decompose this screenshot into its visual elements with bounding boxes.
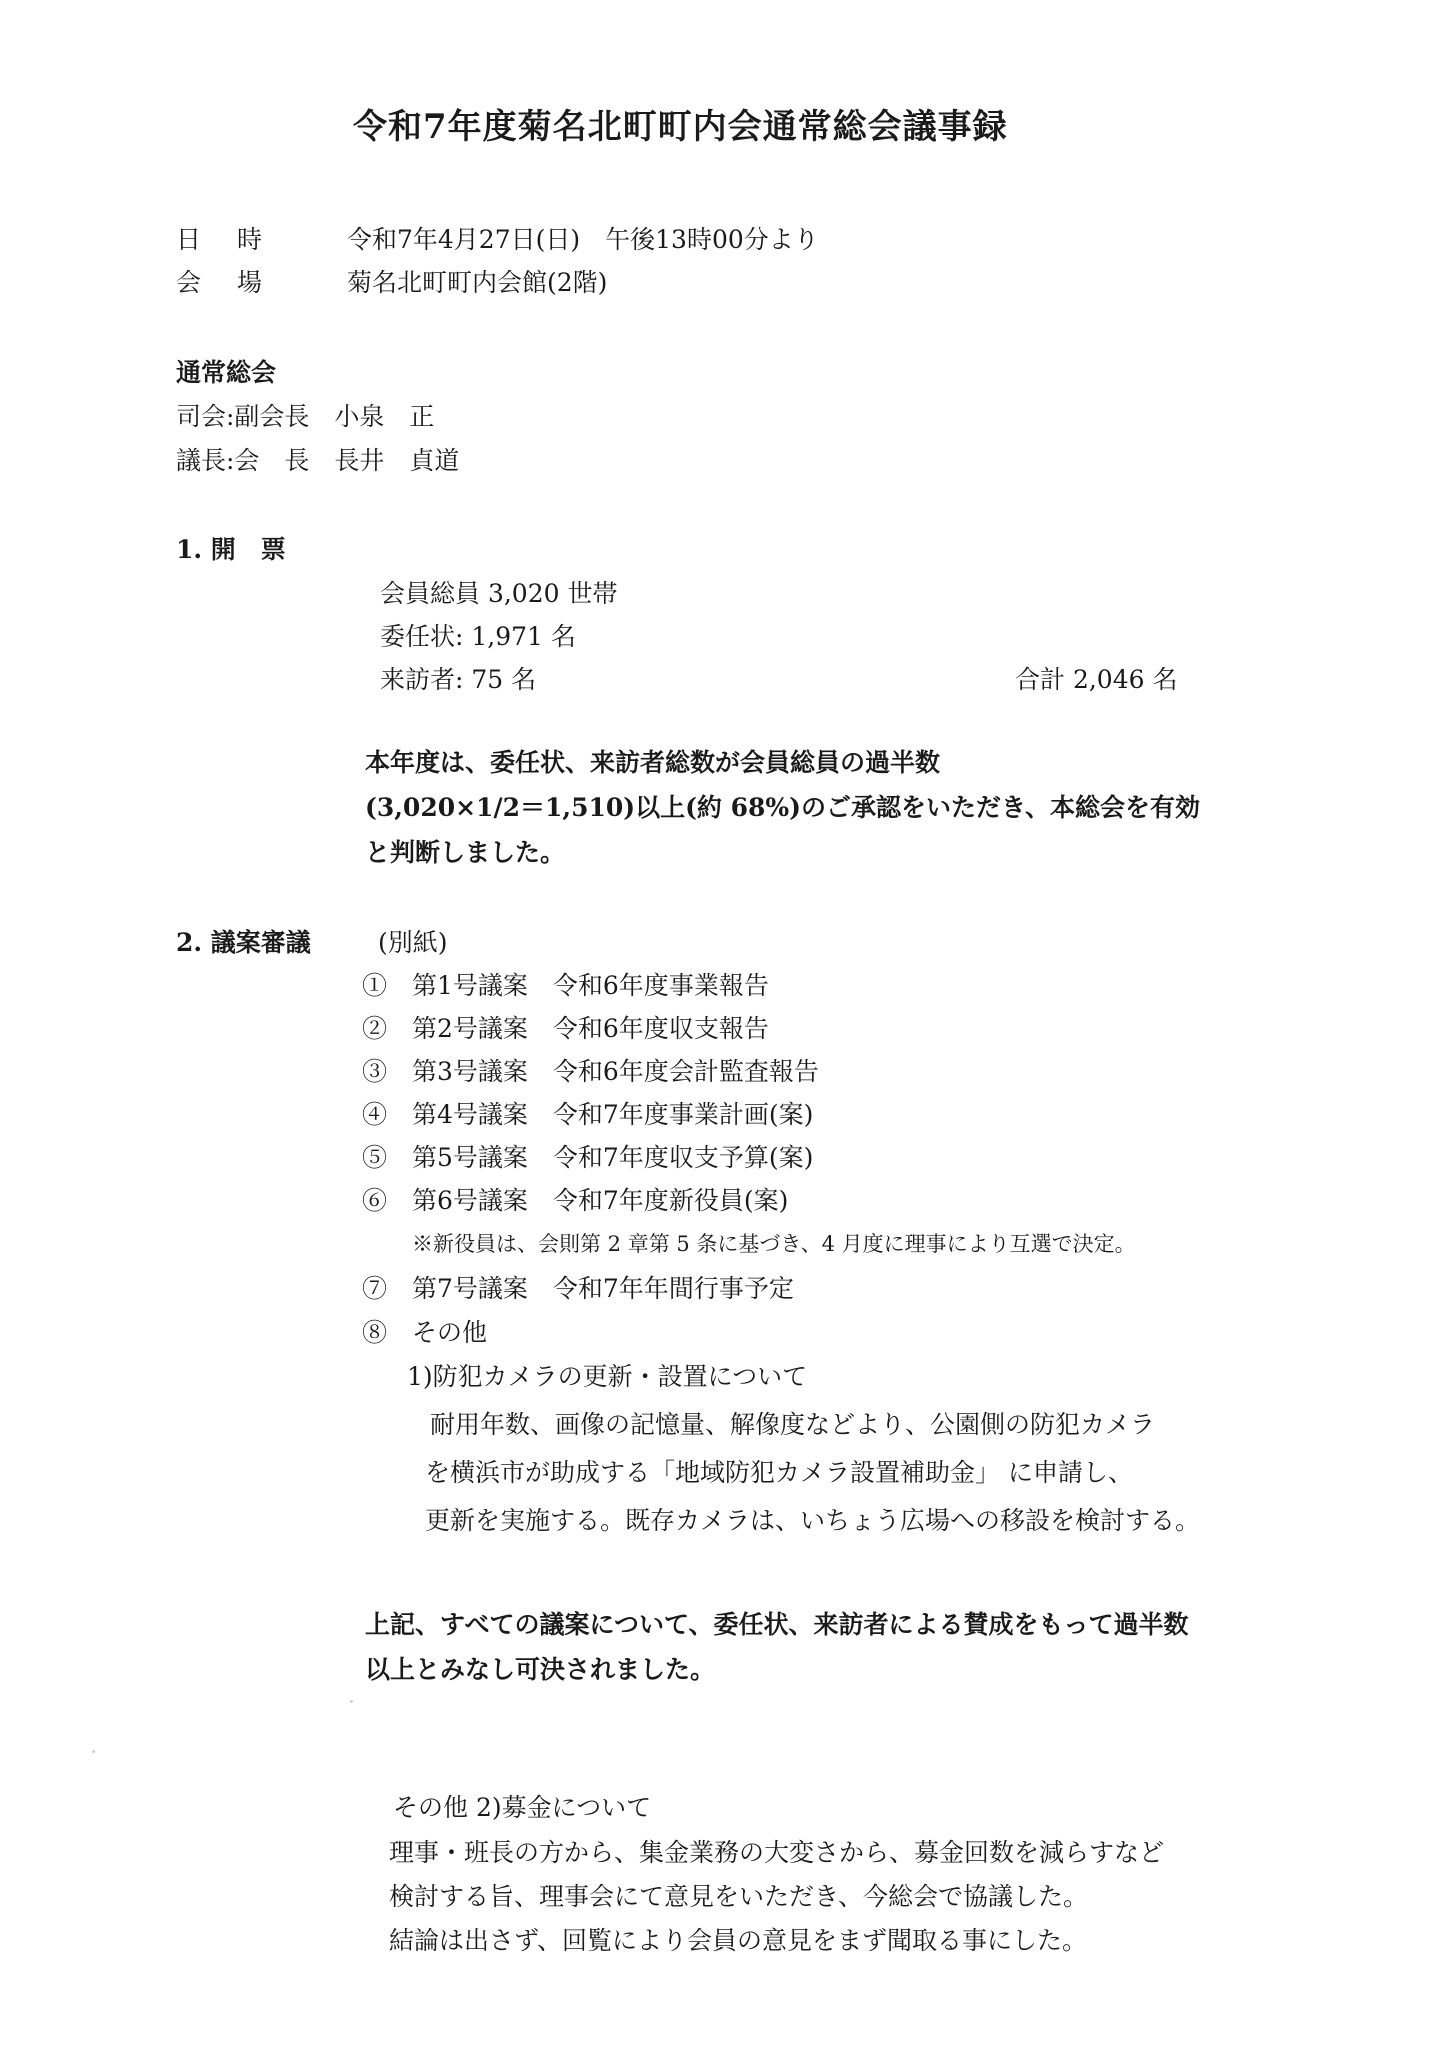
security-camera-text-line: 更新を実施する。既存カメラは、いちょう広場への移設を検討する。 [425,1506,1201,1535]
agenda-item: ④ 第4号議案 令和7年度事業計画(案) [362,1100,814,1129]
fundraising-heading: その他 2)募金について [393,1793,652,1822]
chair-line: 議長:会 長 長井 貞道 [176,446,460,475]
section2-heading: 2. 議案審議 [176,928,311,957]
quorum-statement-line: と判断しました。 [365,838,566,867]
agenda-item: ③ 第3号議案 令和6年度会計監査報告 [362,1057,819,1086]
fundraising-text-line: 理事・班長の方から、集金業務の大変さから、募金回数を減らすなど [389,1838,1165,1867]
attendance-total: 合計 2,046 名 [1015,665,1178,694]
resolution-line: 上記、すべての議案について、委任状、来訪者による賛成をもって過半数 [365,1610,1189,1639]
security-camera-heading: 1)防犯カメラの更新・設置について [407,1362,808,1391]
attachment-note: (別紙) [378,928,448,957]
fundraising-text-line: 結論は出さず、回覧により会員の意見をまず聞取る事にした。 [389,1926,1088,1955]
resolution-line: 以上とみなし可決されました。 [365,1655,716,1684]
venue-value: 菊名北町町内会館(2階) [347,268,608,297]
fundraising-text-line: 検討する旨、理事会にて意見をいただき、今総会で協議した。 [389,1882,1089,1911]
members-total: 会員総員 3,020 世帯 [380,579,618,608]
security-camera-text-line: 耐用年数、画像の記憶量、解像度などより、公園側の防犯カメラ [430,1410,1156,1439]
quorum-statement-line: 本年度は、委任状、来訪者総数が会員総員の過半数 [365,748,941,777]
agenda-item: ① 第1号議案 令和6年度事業報告 [362,971,769,1000]
scan-speck [92,1750,95,1753]
date-label: 日 時 [176,225,276,254]
agenda-item: ② 第2号議案 令和6年度収支報告 [362,1014,769,1043]
security-camera-text-line: を横浜市が助成する「地域防犯カメラ設置補助金」 に申請し、 [425,1458,1133,1487]
quorum-statement-line: (3,020×1/2＝1,510)以上(約 68%)のご承認をいただき、本総会を有効 [365,793,1201,822]
agenda-item: ⑥ 第6号議案 令和7年度新役員(案) [362,1186,789,1215]
date-value: 令和7年4月27日(日) 午後13時00分より [347,225,819,254]
general-meeting-heading: 通常総会 [176,358,277,387]
scan-speck [350,1700,353,1703]
agenda-item: ⑧ その他 [362,1318,488,1347]
visitors-count: 来訪者: 75 名 [380,665,537,694]
moderator-line: 司会:副会長 小泉 正 [176,402,435,431]
venue-label: 会 場 [176,268,276,297]
officer-election-note: ※新役員は、会則第 2 章第 5 条に基づき、4 月度に理事により互選で決定。 [412,1232,1136,1256]
section1-heading: 1. 開 票 [176,535,286,564]
proxies-count: 委任状: 1,971 名 [380,622,576,651]
agenda-item: ⑦ 第7号議案 令和7年年間行事予定 [362,1274,794,1303]
agenda-item: ⑤ 第5号議案 令和7年度収支予算(案) [362,1143,814,1172]
document-title: 令和7年度菊名北町町内会通常総会議事録 [353,107,1008,147]
